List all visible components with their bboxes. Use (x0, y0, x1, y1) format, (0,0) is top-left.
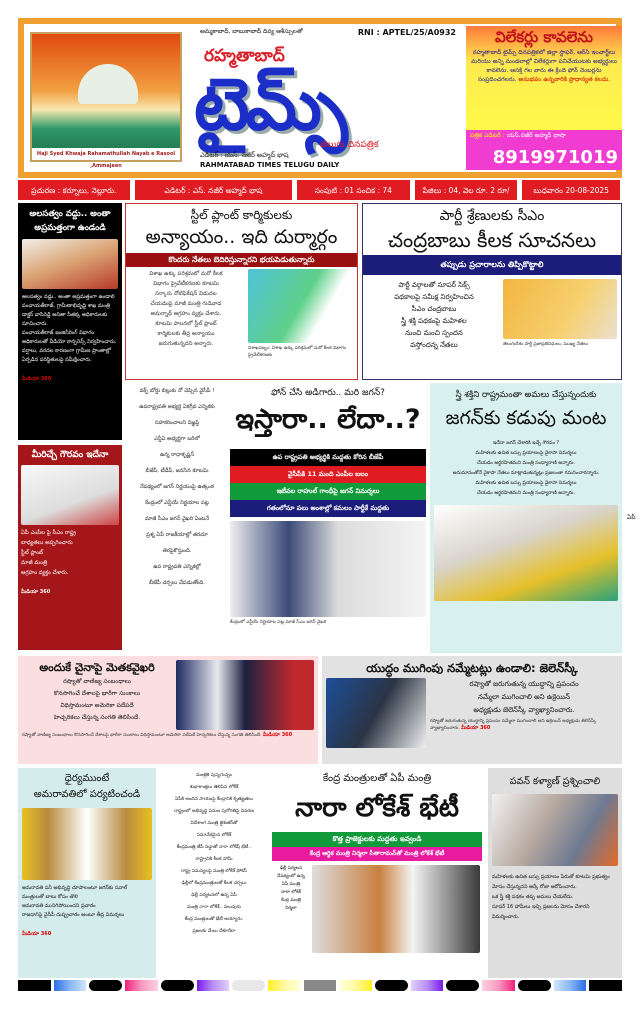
info-pages-price: పేజిలు : 04, వెల రూ. 2 రూ/ (415, 180, 520, 200)
text-line: కూటమి పాలనలో స్టీల్ ప్లాంట్ (155, 321, 217, 327)
photo-caption: విశాఖపట్నం: విశాఖ ఉక్కు పరిశ్రమలో మరో కీలక విభాగం ప్రైవేటీకరణకు (248, 346, 347, 358)
masthead (18, 18, 622, 178)
bullet: ఒక స్త్రీ శక్తి పథకం తప్ప అమలు చేయలేదు. (492, 894, 574, 900)
shrine-photo (30, 32, 182, 169)
text-line: సమావేశమైన లోకేశ్ (196, 833, 232, 838)
text-line: ఉపరాష్ట్రపతి అభ్యర్థి ఏకగ్రీవ ఎన్నికకు (139, 404, 215, 410)
text-line: నేపథ్యంలో ఉన్న (277, 874, 305, 879)
subhead-bar: ఉప రాష్ట్రపతి అభ్యర్థికి మద్దతు కోరిన బీజేపీ (230, 449, 426, 466)
text-line: నుంచి మంచి స్పందన (405, 329, 463, 337)
text-line: సహకరించాలని విజ్ఞప్తి (154, 420, 200, 426)
subhead-bar: కొందరు నేతలు బెదిరిస్తున్నారని భయపెడుతున్నారు (126, 253, 357, 267)
headline: అన్యాయం.. ఇది దుర్మార్గం (145, 226, 338, 248)
headline: అలసత్వం వద్దు.. అంతా అప్రమత్తంగా ఉండండి (29, 209, 111, 233)
text-line: రష్యాతో జరుగుతున్న యుద్ధాన్ని ప్రపంచం (469, 680, 579, 688)
text-line: పథకాలపై సమీక్ష నిర్వహించిన (394, 293, 474, 301)
chandrababu-photo (503, 279, 617, 339)
story-body (130, 269, 242, 359)
bullet: రాజధానిపై వైసీపీ దుష్ప్రచారం అంటూ తీవ్ర విమర్శలు (22, 912, 125, 918)
roja-photo (492, 794, 618, 866)
text-line: ఏపీ ఎంపీల పై సీఎం రాష్ట్ర (21, 530, 76, 536)
ad-editor-label: పత్రిక ఎడిటర్ : (470, 132, 505, 139)
text-line: చేయడంపై మాజీ మంత్రి గుడివాడ (150, 301, 222, 307)
story-alertness (18, 203, 122, 440)
column-lokesh (160, 770, 268, 938)
text-line: ఎన్డీఏ అభ్యర్థిగా బరిలో (154, 436, 200, 442)
text-line: ప్రశ్న ఏపీ రాజకీయాల్లో తరచూ (146, 532, 208, 538)
english-name: RAHMATABAD TIMES TELUGU DAILY (200, 161, 340, 169)
minister-photo (434, 505, 618, 601)
text-line: వక్ఫ్ బోర్డు బిల్లుకు నో చెప్పిన వైసీపీ ! (139, 388, 215, 394)
text-line: ఏపీకి అందిన సాయంపై కేంద్రానికి కృతజ్ఞతలు (174, 797, 254, 802)
logo-caption: Haji Syed Khwaja Rahamathullah Nayab e Rasool ,Ammajeen (32, 148, 180, 160)
story-steel-plant (125, 203, 358, 380)
text-line: పార్టీ వర్గాలతో సూపర్ సిక్స్ (398, 281, 470, 289)
photo-caption: కేంద్రంలో ఎన్డీయే నిర్ణయాల పట్ల మాజీ సీఎం జగన్ వైఖరి (230, 620, 327, 625)
story-china (18, 656, 318, 764)
minister-photo (22, 808, 152, 880)
text-line: నేపథ్యంలో జగన్ నిర్ణయంపై ఉత్కంఠ (139, 484, 214, 490)
info-publication: ప్రచురణ : కర్నూలు, నెల్లూరు. (18, 180, 132, 200)
text-line: శుభాకాంక్షలు తెలిపిన లోకేశ్ (189, 785, 239, 790)
paper-name-big: టైమ్స్ (194, 62, 344, 146)
story-respect (18, 445, 122, 650)
info-date: బుధవారం 20-08-2025 (522, 180, 622, 200)
text-line: మంత్రి నారా లోకేశ్.. పలువురు (187, 905, 241, 910)
text-line: కేంద్ర మంత్రి (281, 898, 301, 903)
headline: యుద్ధం ముగింపు నమ్మేటట్లు ఉండాలి: జెలెన్‌స్కీ (366, 661, 578, 675)
text-line: రష్యాతో వాణిజ్య సంబంధాలు (63, 678, 131, 685)
ad-text: రహ్మతాబాద్ టైమ్స్ దినపత్రికలో జిల్లా స్టాఫర్, ఆర్‌సి ఇంచార్జ్‌లు మరియు అన్ని మండలాల్లో విలేకర్లుగా పనిచేయుటకు అభ్యర్థులు కావలెను. ఆసక్తి గల వారు ఈ క్రింది ఫోన్ నెంబర్లను సంప్రదించగలరు. (470, 49, 617, 83)
text-line: స్త్రీ శక్తి పథకంపై మహిళల (401, 317, 467, 325)
kicker: స్టీల్ ప్లాంట్ కార్మికులకు (190, 208, 293, 222)
photo-caption: తెలుగుదేశం పార్టీ ప్రజాప్రతినిధులు, ముఖ్య నేతలు (503, 342, 589, 347)
bullet: అమరావతి పనీ అభివృద్ధి చూపాలంటూ జగన్‌కు సవాల్ (22, 885, 128, 891)
paper-name-small: రహ్మతాబాద్ (204, 46, 285, 66)
bullet: మహిళలకు ఉచిత బస్సు ప్రయాణం పేరుతో కూటమి ప్రభుత్వం మోసం చేస్తున్నదని ఆర్కే రోజా ఆరోపించారు. (492, 874, 610, 890)
kicker: ఫోన్ చేసి అడిగారు.. మరి జగన్? (271, 388, 385, 398)
text-line: ఢిల్లీ పర్యటన (279, 866, 303, 871)
text-line: సర్కారు నోటిఫికేషన్ విడుదల (155, 291, 217, 297)
rubio-photo (176, 660, 314, 730)
text-line: వస్తోందన్న నేతలు (410, 341, 458, 349)
subhead-bar: వైసీపీకి 11 మంది ఎంపీల బలం (230, 466, 426, 483)
print-color-strip (18, 980, 622, 991)
text-line: ఇదేనా జగన్ చేశారికి ఇచ్చే గౌరవం ? (493, 441, 559, 446)
text-line: కేంద్రమంత్రి జేపీ నడ్డాతో నారా లోకేష్ భేటీ.. (176, 845, 252, 850)
lokesh-meeting-photo (312, 865, 480, 953)
text-line: విదేశాంగ మంత్రి జైశంకర్‌తో (190, 821, 238, 826)
tagline: అమ్మకాబాద్, బాబుకాబాద్ దివ్య ఆశీస్సులతో (200, 28, 303, 35)
rajnath-jagan-photo (230, 521, 426, 617)
byline: మీడియా 360 (262, 732, 293, 738)
kicker: ధైర్యముంటే (64, 773, 110, 784)
text-line: నిర్మలా (285, 906, 297, 911)
text-line: చేయడం అర్థరహితమని మంత్రి సంధ్యారాణి అన్నారు. (477, 461, 575, 466)
text-line: మహిళలకు ఉచిత బస్సు ప్రయాణంపై వైకాపా విమర్శలు (475, 481, 577, 486)
bullet: మంత్రులతో బాటు కోసం తొలి (22, 894, 78, 900)
text-line: సీఎం చంద్రబాబు (411, 305, 457, 313)
story-pawan (488, 768, 622, 978)
story-zelensky (322, 656, 622, 764)
text-line: బీజేపీ, టీడీపీ, జనసేన కూటమి (145, 468, 209, 474)
info-bar (18, 180, 622, 200)
text-line: మాజీ మంత్రి (21, 560, 48, 566)
kicker: కేంద్ర మంత్రులతో ఏపీ మంత్రి (322, 773, 432, 784)
text-line: నారా లోకేశ్ (281, 890, 301, 895)
text-line: విధిస్తామంటూ అమెరికా పదేపదే (60, 702, 134, 709)
text-line: కొనసాగించే దేశాలపై భారీగా సుంకాలు (53, 690, 141, 697)
text-line: తెరపైకొస్తుంది. (162, 548, 192, 554)
subhead-bar: కొత్త ప్రాజెక్టులకు మద్దతు ఇవ్వండి (272, 832, 482, 847)
subhead-bar: ఇటీవల రాహుల్ గాంధీపై జగన్ విమర్శలు (230, 483, 426, 500)
text-line: అధ్యక్షుడు జెలెన్‌స్కీ వ్యాఖ్యానించారు. (473, 706, 575, 714)
headline: అందుకే చైనాపై మెతకవైఖరి (39, 661, 155, 674)
text-line: చేయడం అర్థరహితమని మంత్రి సంధ్యారాణి అన్నారు. (477, 491, 575, 496)
headline: నారా లోకేశ్ భేటీ (295, 793, 459, 823)
fine-text: రష్యాతో వాణిజ్య సంబంధాలు కొనసాగించే దేశాలపై భారీగా సుంకాలు విధిస్తామంటూ అమెరికా పదేపదే హెచ్చరికలు చేస్తున్న సంగతి తెలిసిందే. (22, 733, 262, 738)
subhead-bar: గతంలోనూ పలు అంశాల్లో కమలం పార్టీకే మద్దతు (230, 500, 426, 517)
headline: అమరావతిలో పర్యటించండి (33, 789, 141, 800)
dome-shape (78, 64, 138, 104)
byline: మీడియా 360 (22, 931, 52, 937)
text-line: జరుగుతున్నదని అన్నారు. (158, 341, 214, 347)
headline: పవన్ కళ్యాణ్ ప్రశ్నించాలి (509, 776, 601, 787)
text-line: మాజీ సీఎం జగన్ వైఖరి ఏంటనే (145, 516, 209, 522)
ad-footer (466, 130, 622, 170)
text-line: స్టీల్ ప్లాంట్ (21, 550, 44, 556)
leader-photo (21, 465, 119, 525)
bullet: పంచాయతీరాజ్ ఇంజినీరింగ్ విభాగం అధికారులతో వీడియో కాన్ఫరెన్స్ నిర్వహించారు. (22, 330, 117, 345)
text-line: రాష్ట్రానికి కీలక హామీ (195, 857, 233, 862)
text-line: మహిళలకు ఉచిత బస్సు ప్రయాణంపై వైకాపా విమర్శలు (475, 451, 577, 456)
info-editor: ఎడిటర్ : ఎస్. నజీర్ అహ్మద్ భాష (135, 180, 294, 200)
text-line: ఉప రాష్ట్రపతి ఎన్నికల్లో (153, 564, 201, 570)
text-line: కేంద్ర మంత్రులతో భేటీ అయ్యారు. (184, 917, 244, 922)
text-line: ఢిల్లీ పర్యటనలో ఉన్న ఏపీ (191, 893, 237, 898)
headline: జగన్‌కు కడుపు మంట (445, 407, 607, 429)
text-line: విభాగం ప్రైవేటీకరణకు కూటమి (153, 281, 219, 287)
story-stree-shakti (430, 383, 622, 653)
minister-photo (248, 269, 352, 343)
zelensky-photo (326, 678, 426, 748)
text-line: ఏపీ మంత్రి (281, 882, 301, 887)
byline: మీడియా 360 (21, 589, 51, 595)
reporters-wanted-ad (466, 26, 622, 170)
ad-title: విలేకర్లు కావలెను (495, 28, 593, 46)
ad-note: అనుభవం ఉన్నవారికి ప్రాధాన్యత కలదు. (518, 76, 611, 83)
text-line: అమర్నాథ్ ఆగ్రహం వ్యక్తం చేశారు. (150, 311, 222, 317)
kicker: స్త్రీ శక్తిని రాష్ట్రమంతా అమలు చేస్తున్నందుకు (455, 390, 597, 400)
text-line: విశాఖ ఉక్కు పరిశ్రమలో మరో కీలక (149, 271, 223, 277)
story-lokesh (272, 768, 482, 978)
paper-subtitle: తెలుగు దినపత్రిక (320, 140, 379, 150)
subhead-bar: తప్పుడు ప్రచారాలను తిప్పికొట్టాలి (363, 255, 621, 275)
story-jagan-support (230, 383, 426, 653)
bullet: అమరావతి మునిగిపోయిందని ప్రచారం (22, 903, 96, 909)
headline: మీరిచ్చే గౌరవం ఇదేనా (31, 450, 109, 460)
byline: మీడియా 360 (461, 725, 491, 731)
text-line: నమ్మేలా ముగించాలి అని ఉక్రెయిన్ (478, 693, 570, 701)
editor-line: ఎడిటర్ : యస్. నజీర్ అహ్మద్ భాష (200, 151, 289, 159)
text-line: రాష్ట్రంలో అభివృద్ధి పనుల పురోగతిపై వివరణ (174, 809, 254, 814)
kicker: పార్టీ శ్రేణులకు సీఎం (439, 208, 545, 224)
story-cm-chandrababu (362, 203, 622, 380)
ad-body (470, 48, 618, 84)
edge-text: ఏపీ (627, 514, 636, 521)
text-line: రాష్ట్ర సమస్యలపై మంత్రి లోకేశ్ ఫోకస్ (181, 869, 247, 874)
minister-photo (22, 239, 118, 289)
headline: ఇస్తారా.. లేదా..? (235, 404, 421, 435)
text-line: ప్రజలకు మేలు చేకూరేలా (192, 929, 236, 934)
text-line: ఉన్న రాధాకృష్ణన్ (159, 452, 195, 458)
text-line: కార్మికులకు తీవ్ర అన్యాయం (157, 331, 215, 337)
text-line: బాధ్యతలు అప్పగించారు (21, 540, 73, 546)
bullet: సూపర్ 16 హామీలు ఇచ్చి ప్రజలను మోసం చేశారని విమర్శించారు. (492, 904, 590, 920)
bullet: వర్షాలు, వరదల కారణంగా గ్రామీణ ప్రాంతాల్లో ఏర్పడిన పరిస్థితులపై సమీక్షించారు. (22, 348, 111, 363)
ad-editor-name: యస్.నజీర్ అహ్మద్ భాషా (506, 132, 566, 139)
story-amaravati (18, 768, 156, 978)
text-line: అనుమానంతోనే వైకాపా నేతలు మాట్లాడుతున్నట్లు ప్రజలంతా గమనించారన్నారు. (452, 471, 600, 476)
headline: చంద్రబాబు కీలక సూచనలు (387, 228, 597, 252)
column-ysrcp (127, 383, 227, 591)
byline: మీడియా 360 (22, 376, 52, 382)
ad-editor (470, 132, 618, 140)
info-volume: సంపుటి : 01 సంచిక : 74 (297, 180, 412, 200)
text-line: ఆగ్రహం వ్యక్తం చేశారు. (21, 570, 69, 576)
ad-phone: 8919971019 (492, 147, 618, 168)
text-line: బీజేపీ చర్చలు చేపడుతోంది. (149, 580, 205, 586)
subhead-bar: కేంద్ర ఆర్థిక మంత్రి నిర్మలా సీతారామన్‌తో మంత్రి లోకేశ్ భేటీ (272, 847, 482, 861)
fine-text: రష్యాతో జరుగుతున్న యుద్ధాన్ని ప్రపంచం నమ్మేలా ముగించాలి అని ఉక్రెయిన్ అధ్యక్షుడు జెలెన్‌స్కీ వ్యాఖ్యానించారు. (430, 719, 597, 731)
text-line: ఢిల్లీలో కేంద్రమంత్రులతో కీలక చర్చలు (181, 881, 247, 886)
text-line: మంత్రికి పుష్పగుచ్ఛం (196, 773, 232, 778)
bullet: అలసత్వం వద్దు.. అంతా అప్రమత్తంగా ఉండాలి పంచాయతీరాజ్, గ్రామీణాభివృద్ధి శాఖ మంత్రి డాక్టర్ వాసిరెడ్డి అనితా సీతక్క అధికారులకు సూచించారు. (22, 294, 115, 327)
text-line: హెచ్చరికలు చేస్తున్న సంగతి తెలిసిందే. (53, 714, 141, 721)
rni-number: RNI : APTEL/25/A0932 (357, 28, 456, 37)
text-line: కేంద్రంలో ఎన్డీయే నిర్ణయాల పట్ల (145, 500, 209, 506)
